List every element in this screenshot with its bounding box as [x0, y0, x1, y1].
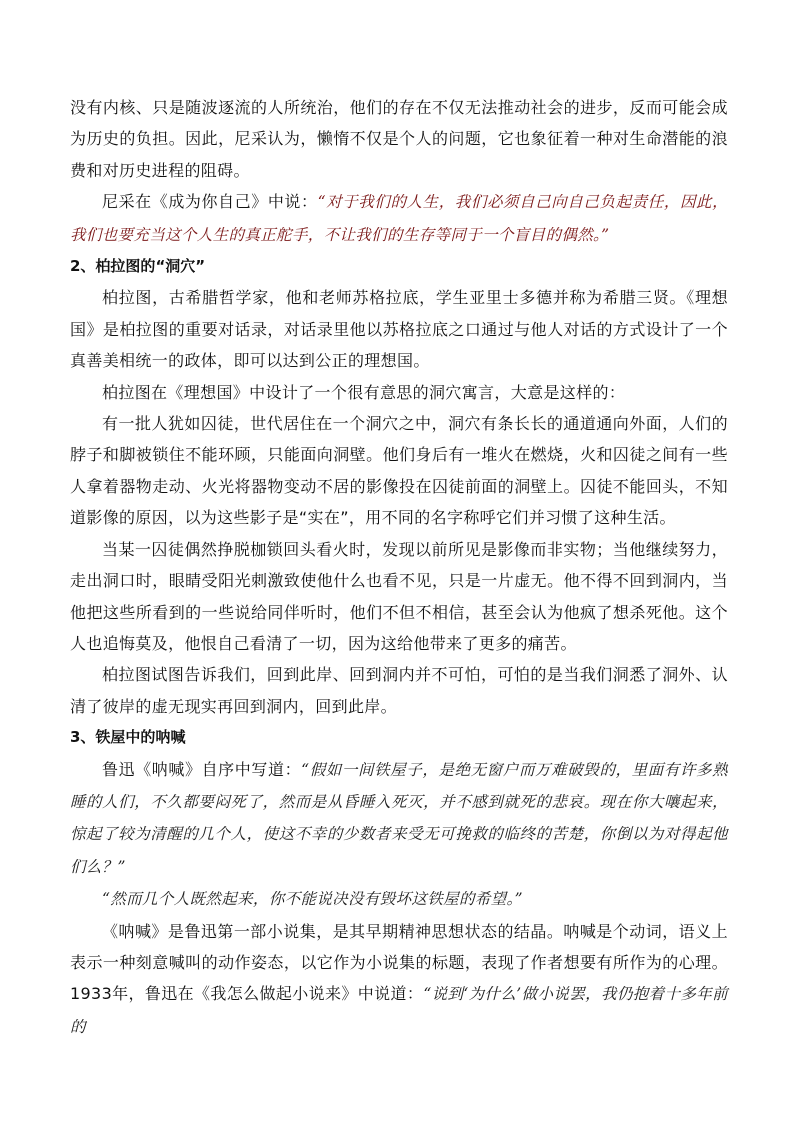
iron-house-quote: “假如一间铁屋子，是绝无窗户而万难破毁的，里面有许多熟睡的人们，不久都要闷死了，然而是从昏睡入死灭，并不感到就死的悲哀。现在你大嚷起来，惊起了较为清醒的几个人，使这不幸的少数者来受无可挽救的临终的苦楚，你倒以为对得起他们么？” [70, 760, 728, 876]
paragraph-plato-lesson: 柏拉图试图告诉我们，回到此岸、回到洞内并不可怕，可怕的是当我们洞悉了洞外、认清了彼岸的虚无现实再回到洞内，回到此岸。 [70, 665, 728, 716]
section-heading-iron-house: 3、铁屋中的呐喊 [70, 728, 186, 747]
paragraph-prisoner-escape: 当某一囚徒偶然挣脱枷锁回头看火时，发现以前所见是影像而非实物；当他继续努力，走出洞口时，眼睛受阳光刺激致使他什么也看不见，只是一片虚无。他不得不回到洞内，当他把这些所看到的一些说给同伴听时，他们不但不相信，甚至会认为他疯了想杀死他。这个人也追悔莫及，他恨自己看清了一切，因为这给他带来了更多的痛苦。 [70, 539, 728, 653]
paragraph-plato-intro: 柏拉图，古希腊哲学家，他和老师苏格拉底，学生亚里士多德并称为希腊三贤。《理想国》是柏拉图的重要对话录，对话录里他以苏格拉底之口通过与他人对话的方式设计了一个真善美相统一的政体，即可以达到公正的理想国。 [70, 288, 728, 371]
paragraph-lead-text: 《呐喊》是鲁迅第一部小说集，是其早期精神思想状态的结晶。呐喊是个动词，语义上表示一种刻意喊叫的动作姿态，以它作为小说集的标题，表现了作者想要有所作为的心理。1933年，鲁迅在《我怎么做起小说来》中说道： [70, 921, 728, 1004]
paragraph-nietzsche-quote [70, 186, 728, 251]
paragraph-lead-text: 尼采在《成为你自己》中说： [102, 192, 318, 212]
hope-quote: “然而几个人既然起来，你不能说决没有毁坏这铁屋的希望。” [102, 890, 523, 909]
nietzsche-quote: “对于我们的人生，我们必须自己向自己负起责任，因此，我们也要充当这个人生的真正舵手，不让我们的生存等同于一个盲目的偶然。” [70, 193, 728, 244]
paragraph-cave-allegory-intro: 柏拉图在《理想国》中设计了一个很有意思的洞穴寓言，大意是这样的： [102, 382, 626, 402]
paragraph-hope-quote [70, 883, 728, 915]
section-heading-plato-cave: 2、柏拉图的“洞穴” [70, 257, 206, 276]
paragraph-nahan-collection [70, 916, 728, 1044]
paragraph-cave-prisoners: 有一批人犹如囚徒，世代居住在一个洞穴之中，洞穴有条长长的通道通向外面，人们的脖子和脚被锁住不能环顾，只能面向洞壁。他们身后有一堆火在燃烧，火和囚徒之间有一些人拿着器物走动、火光将器物变动不居的影像投在囚徒前面的洞壁上。囚徒不能回头，不知道影像的原因，以为这些影子是“实在”，用不同的名字称呼它们并习惯了这种生活。 [70, 414, 728, 528]
paragraph-luxun-preface [70, 754, 728, 884]
paragraph-lead-text: 鲁迅《呐喊》自序中写道： [102, 759, 302, 779]
luxun-1933-quote: “说到‘为什么’做小说罢，我仍抱着十多年前的 [70, 985, 728, 1036]
paragraph-nietzsche-laziness: 没有内核、只是随波逐流的人所统治，他们的存在不仅无法推动社会的进步，反而可能会成为历史的负担。因此，尼采认为，懒惰不仅是个人的问题，它也象征着一种对生命潜能的浪费和对历史进程的阻碍。 [70, 98, 728, 180]
document-page [70, 92, 728, 1043]
